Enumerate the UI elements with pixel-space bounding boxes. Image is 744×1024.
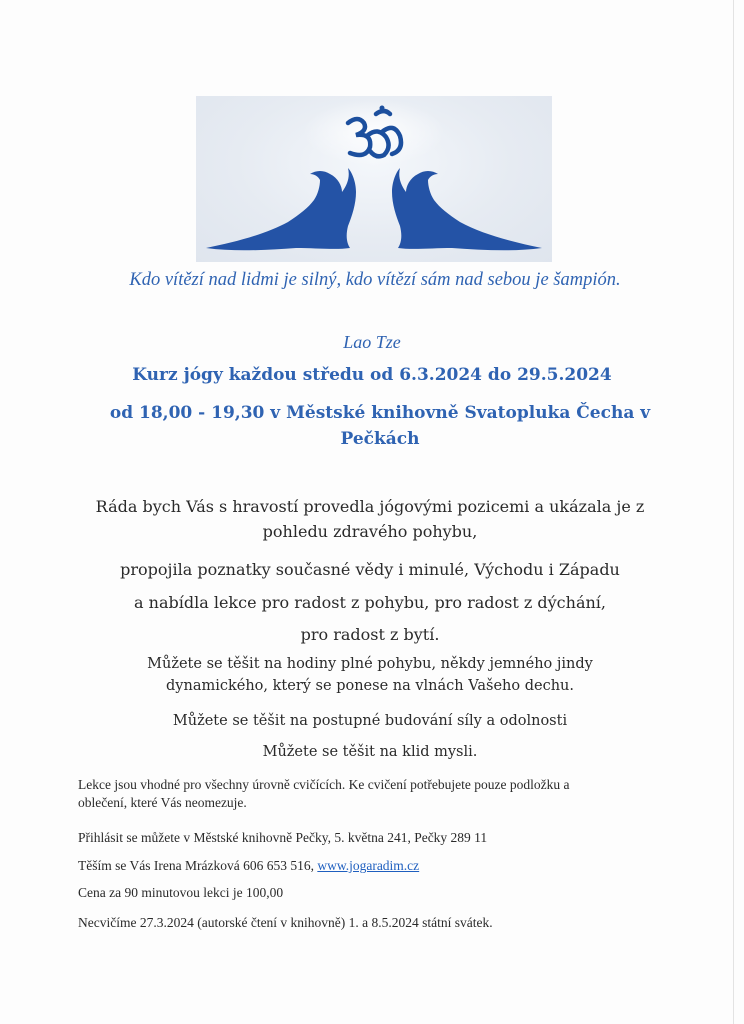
contact-info	[78, 857, 618, 875]
intro-paragraph-3: a nabídla lekce pro radost z pohybu, pro radost z dýchání,	[134, 593, 606, 612]
intro-paragraph-4: pro radost z bytí.	[300, 625, 440, 644]
quote-text: Kdo vítězí nad lidmi je silný, kdo vítězí sám nad sebou je šampión.	[129, 270, 621, 290]
scan-edge	[733, 0, 734, 1024]
intro-paragraph-1: Ráda bych Vás s hravostí provedla jógovými pozicemi a ukázala je z pohledu zdravého pohybu,	[95, 497, 645, 541]
course-time-place: od 18,00 - 19,30 v Městské knihovně Svatopluka Čecha v Pečkách	[109, 403, 651, 449]
contact-text: Těším se Vás Irena Mrázková 606 653 516,	[78, 858, 314, 873]
price-info: Cena za 90 minutovou lekci je 100,00	[78, 885, 284, 900]
expect-movement: Můžete se těšit na hodiny plné pohybu, někdy jemného jindy dynamického, který se ponese na vlnách Vašeho dechu.	[147, 656, 593, 694]
suitability-note: Lekce jsou vhodné pro všechny úrovně cvičících. Ke cvičení potřebujete pouze podložku a oblečení, které Vás neomezuje.	[78, 777, 570, 810]
quote-author: Lao Tze	[343, 332, 401, 352]
expect-strength: Můžete se těšit na postupné budování síly a odolnosti	[172, 713, 568, 729]
signup-info: Přihlásit se můžete v Městské knihovně Pečky, 5. května 241, Pečky 289 11	[78, 830, 488, 845]
website-link[interactable]: www.jogaradim.cz	[317, 858, 420, 873]
hero-illustration	[196, 96, 552, 262]
no-class-dates: Necvičíme 27.3.2024 (autorské čtení v knihovně) 1. a 8.5.2024 státní svátek.	[78, 915, 493, 930]
course-dates: Kurz jógy každou středu od 6.3.2024 do 29.5.2024	[132, 365, 612, 385]
intro-paragraph-2: propojila poznatky současné vědy i minulé, Východu i Západu	[120, 560, 620, 579]
expect-calm-mind: Můžete se těšit na klid mysli.	[262, 744, 478, 760]
